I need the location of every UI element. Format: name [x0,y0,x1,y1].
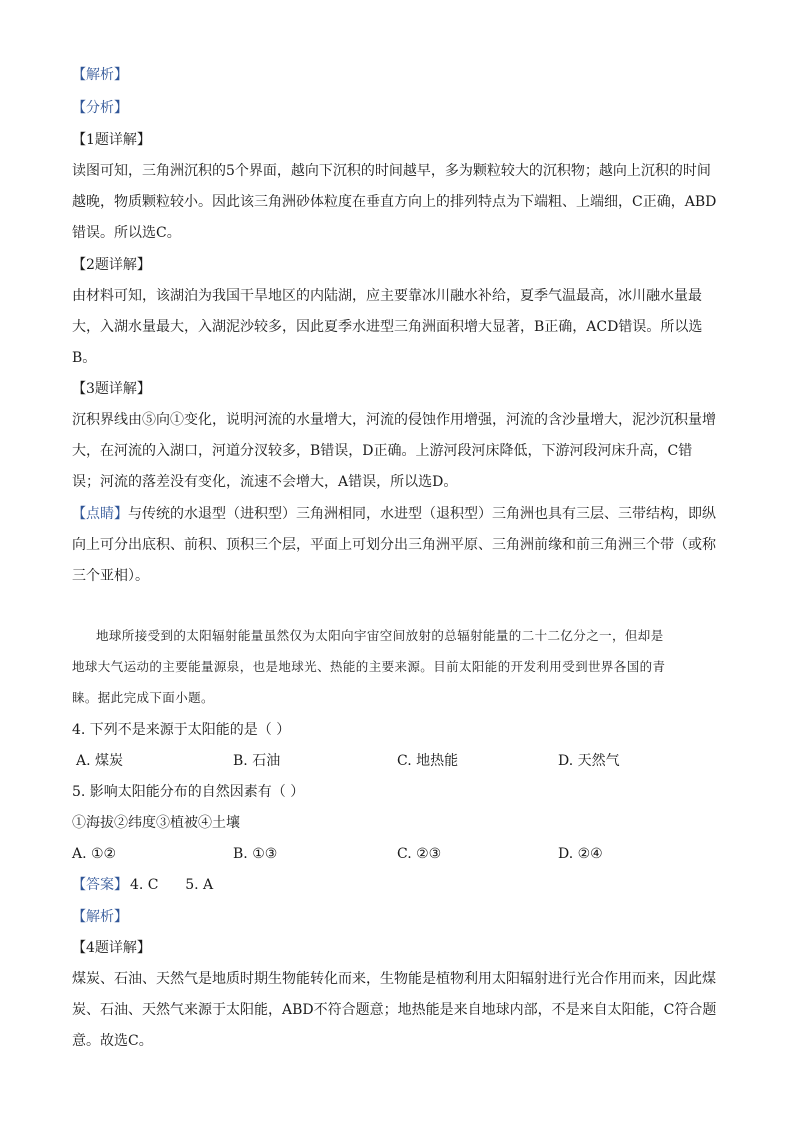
passage-line: 地球大气运动的主要能量源泉，也是地球光、热能的主要来源。目前太阳能的开发利用受到世界各国的青 [72,659,666,674]
q1-detail-heading: 【1题详解】 [72,132,151,148]
q3-detail-heading: 【3题详解】 [72,381,151,397]
jiexi-heading-2: 【解析】 [72,909,128,925]
q5-option-d: D. ②④ [558,846,603,862]
q4-detail-heading: 【4题详解】 [72,940,151,956]
q1-detail-line: 错误。所以选C。 [72,225,181,241]
q5-option-c: C. ②③ [397,846,442,862]
q4-stem: 4. 下列不是来源于太阳能的是（ ） [72,722,291,738]
answer-line [72,876,724,894]
q4-option-c: C. 地热能 [397,753,459,769]
q5-items: ①海拔②纬度③植被④土壤 [72,815,240,831]
jiexi-heading: 【解析】 [72,67,128,83]
dianjing-line [72,505,724,523]
passage-line: 地球所接受到的太阳辐射能量虽然仅为太阳向宇宙空间放射的总辐射能量的二十二亿分之一，但却是 [96,628,664,643]
q2-detail-line: 由材料可知，该湖泊为我国干旱地区的内陆湖，应主要靠冰川融水补给，夏季气温最高，冰川融水量最 [72,288,702,304]
q2-detail-heading: 【2题详解】 [72,257,151,273]
dianjing-line: 三个亚相）。 [72,568,149,584]
fenxi-heading: 【分析】 [72,100,128,116]
q5-stem: 5. 影响太阳能分布的自然因素有（ ） [72,784,305,800]
q3-detail-line: 沉积界线由⑤向①变化，说明河流的水量增大，河流的侵蚀作用增强，河流的含沙量增大，泥沙沉积量增 [72,412,716,428]
q1-detail-line: 越晚，物质颗粒较小。因此该三角洲砂体粒度在垂直方向上的排列特点为下端粗、上端细，C正确，ABD [72,194,717,210]
q4-detail-line: 炭、石油、天然气来源于太阳能，ABD不符合题意；地热能是来自地球内部，不是来自太阳能，C符合题 [72,1002,717,1018]
q5-option-a: A. ①② [72,846,117,862]
q5-option-b: B. ①③ [233,846,278,862]
q3-detail-line: 大，在河流的入湖口，河道分汊较多，B错误，D正确。上游河段河床降低，下游河段河床升高，C错 [72,443,693,459]
q4-option-d: D. 天然气 [558,753,620,769]
q1-detail-line: 读图可知，三角洲沉积的5个界面，越向下沉积的时间越早，多为颗粒较大的沉积物；越向上沉积的时间 [72,163,711,179]
answer-text: 4. C 5. A [130,877,214,893]
answer-tag: 【答案】 [72,877,128,893]
dianjing-text: 与传统的水退型（进积型）三角洲相同，水进型（退积型）三角洲也具有三层、三带结构，即纵 [128,506,716,522]
q4-option-b: B. 石油 [233,753,281,769]
dianjing-tag: 【点睛】 [72,506,128,522]
q4-detail-line: 煤炭、石油、天然气是地质时期生物能转化而来，生物能是植物利用太阳辐射进行光合作用而来，因此煤 [72,971,716,987]
passage-line: 睐。据此完成下面小题。 [72,690,214,705]
q2-detail-line: B。 [72,350,97,366]
q4-detail-line: 意。故选C。 [72,1033,153,1049]
dianjing-line: 向上可分出底积、前积、顶积三个层，平面上可划分出三角洲平原、三角洲前缘和前三角洲三个带（或称 [72,537,716,553]
q3-detail-line: 误；河流的落差没有变化，流速不会增大，A错误，所以选D。 [72,474,458,490]
q4-option-a: A. 煤炭 [76,753,124,769]
q2-detail-line: 大，入湖水量最大，入湖泥沙较多，因此夏季水进型三角洲面积增大显著，B正确，ACD错误。所以选 [72,319,703,335]
